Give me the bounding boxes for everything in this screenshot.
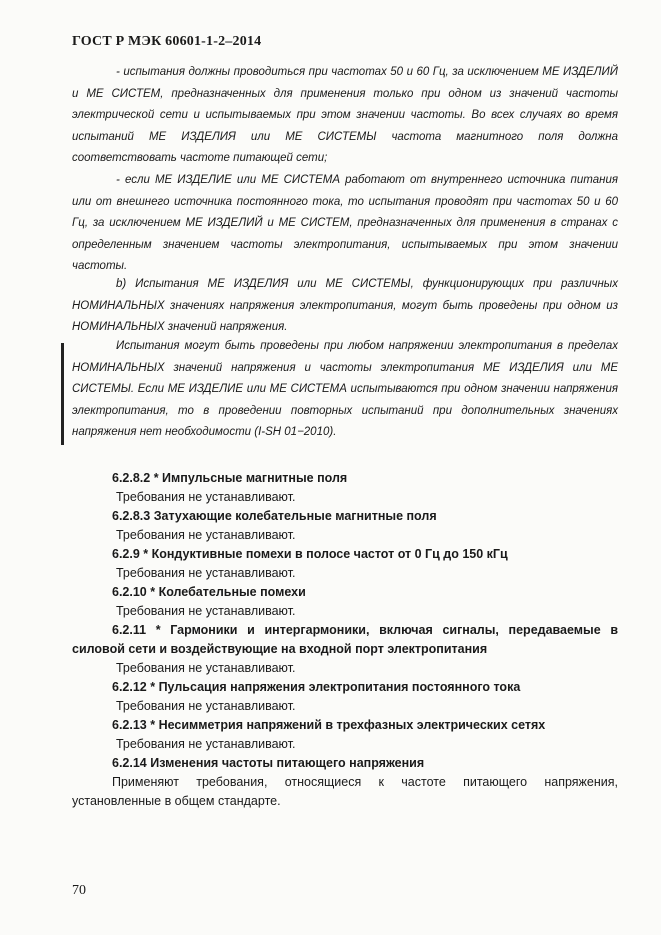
section-6-2-13 — [72, 716, 618, 754]
section-heading: 6.2.12 * Пульсация напряжения электропитания постоянного тока — [112, 680, 521, 694]
italic-paragraph-text: - испытания должны проводиться при частотах 50 и 60 Гц, за исключением МЕ ИЗДЕЛИЙ и МЕ СИСТЕМ, предназначенных для применения только при одном из значений частоты электрической сети и испытываемых при этом значении частоты. Во всех случаях во время испытаний МЕ ИЗДЕЛИЯ или МЕ СИСТЕМЫ частота магнитного поля должна соответствовать частоте питающей сети; — [72, 66, 618, 164]
section-text: Требования не устанавливают. — [116, 528, 296, 542]
section-text: Применяют требования, относящиеся к частоте питающего напряжения, установленные в общем стандарте. — [72, 775, 618, 808]
italic-paragraph-any-voltage — [72, 336, 618, 444]
section-6-2-11 — [72, 621, 618, 678]
section-heading: 6.2.13 * Несимметрия напряжений в трехфазных электрических сетях — [112, 718, 546, 732]
section-heading: 6.2.10 * Колебательные помехи — [112, 585, 306, 599]
section-6-2-8-2 — [72, 469, 618, 507]
section-text: Требования не устанавливают. — [116, 604, 296, 618]
page-number: 70 — [72, 883, 86, 898]
italic-paragraph-frequency-tests — [72, 62, 618, 170]
italic-paragraph-text: b) Испытания МЕ ИЗДЕЛИЯ или МЕ СИСТЕМЫ, функционирующих при различных НОМИНАЛЬНЫХ значениях напряжения электропитания, могут быть проведены при одном из НОМИНАЛЬНЫХ значений напряжения. — [72, 278, 618, 333]
section-6-2-14 — [72, 754, 618, 811]
section-6-2-9 — [72, 545, 618, 583]
italic-paragraph-text: Испытания могут быть проведены при любом напряжении электропитания в пределах НОМИНАЛЬНЫХ значений напряжения и частоты электропитания МЕ ИЗДЕЛИЯ или МЕ СИСТЕМЫ. Если МЕ ИЗДЕЛИЕ или МЕ СИСТЕМА испытываются при одном значении напряжения электропитания, то в проведении повторных испытаний при дополнительных значениях напряжения нет необходимости (I-SH 01−2010). — [72, 340, 618, 438]
change-bar — [61, 343, 64, 445]
italic-paragraph-text: - если МЕ ИЗДЕЛИЕ или МЕ СИСТЕМА работают от внутреннего источника питания или от внешнего источника постоянного тока, то испытания проводят при частотах 50 и 60 Гц, за исключением МЕ ИЗДЕЛИЙ и МЕ СИСТЕМ, предназначенных для применения в странах с определенным значением частоты электропитания, испытываемых при этом значении частоты. — [72, 174, 618, 272]
section-text: Требования не устанавливают. — [116, 661, 296, 675]
section-6-2-8-3 — [72, 507, 618, 545]
section-text: Требования не устанавливают. — [116, 566, 296, 580]
section-6-2-10 — [72, 583, 618, 621]
section-heading: 6.2.8.2 * Импульсные магнитные поля — [112, 471, 348, 485]
section-text: Требования не устанавливают. — [116, 490, 296, 504]
section-text: Требования не устанавливают. — [116, 737, 296, 751]
section-6-2-12 — [72, 678, 618, 716]
section-heading: 6.2.9 * Кондуктивные помехи в полосе частот от 0 Гц до 150 кГц — [112, 547, 508, 561]
section-heading: 6.2.11 * Гармоники и интергармоники, включая сигналы, передаваемые в силовой сети и воздействующие на входной порт электропитания — [72, 623, 618, 656]
italic-paragraph-nominal-voltage — [72, 274, 618, 339]
italic-paragraph-internal-source — [72, 170, 618, 278]
section-heading: 6.2.8.3 Затухающие колебательные магнитные поля — [112, 509, 437, 523]
page-header: ГОСТ Р МЭК 60601-1-2–2014 — [72, 34, 262, 49]
section-text: Требования не устанавливают. — [116, 699, 296, 713]
section-heading: 6.2.14 Изменения частоты питающего напряжения — [112, 756, 425, 770]
